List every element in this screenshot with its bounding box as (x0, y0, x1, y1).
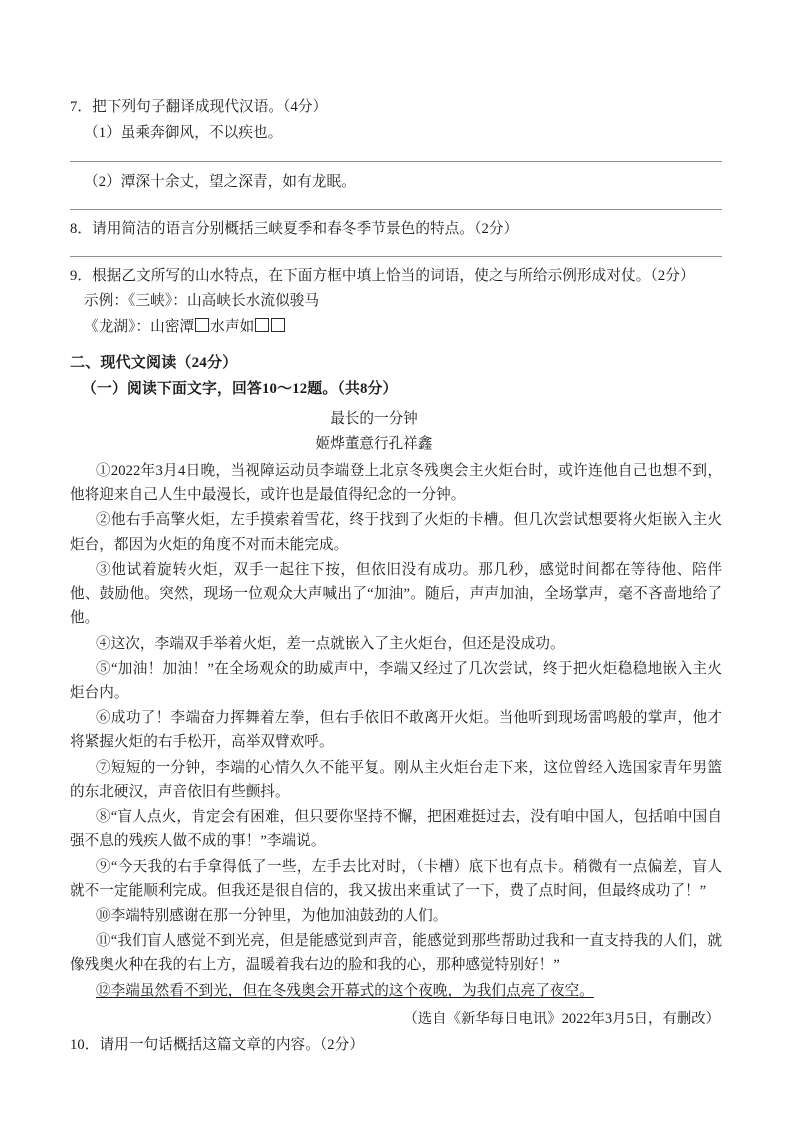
question-9-example: 示例：《三峡》：山高峡长水流似骏马 (84, 293, 320, 310)
underlined-sentence: ⑫李端虽然看不到光，但在冬残奥会开幕式的这个夜晚，为我们点亮了夜空。 (96, 982, 594, 999)
question-8-prompt: 8．请用简洁的语言分别概括三峡夏季和春冬季节景色的特点。（2分） (70, 220, 519, 237)
question-9-answer-row (70, 316, 722, 340)
blank-box-1[interactable] (195, 318, 209, 332)
article-paragraph: ④这次，李端双手举着火炬，差一点就嵌入了主火炬台，但还是没成功。 (96, 635, 565, 652)
article-paragraph: ①2022年3月4日晚，当视障运动员李端登上北京冬残奥会主火炬台时，或许连他自己也想不到，他将迎来自己人生中最漫长，或许也是最值得纪念的一分钟。 (70, 463, 722, 504)
question-9-answer-middle: 水声如 (210, 318, 255, 335)
article-author: 姬烨董意行孔祥鑫 (315, 436, 433, 453)
article-paragraph: ③他试着旋转火炬，双手一起往下按，但依旧没有成功。那几秒，感觉时间都在等待他、陪伴他、鼓励他。突然，现场一位观众大声喊出了“加油”。随后，声声加油，全场掌声，毫不吝啬地给了他。 (70, 561, 722, 627)
article-paragraph: ②他右手高擎火炬，左手摸索着雪花，终于找到了火炬的卡槽。但几次尝试想要将火炬嵌入主火炬台，都因为火炬的角度不对而未能完成。 (70, 512, 722, 553)
blank-box-3[interactable] (271, 318, 285, 332)
answer-line-q8[interactable] (70, 256, 722, 257)
article-paragraph: ⑪“我们盲人感觉不到光亮，但是能感觉到声音，能感觉到那些帮助过我和一直支持我的人们，就像残奥火种在我的右上方，温暖着我右边的脸和我的心，那种感觉特别好！” (70, 933, 722, 974)
question-7-item-1: （1）虽乘奔御风，不以疾也。 (84, 124, 283, 141)
article-paragraph: ⑤“加油！加油！”在全场观众的助威声中，李端又经过了几次尝试，终于把火炬稳稳地嵌入主火炬台内。 (70, 660, 722, 702)
article-paragraph: ⑩李端特别感谢在那一分钟里，为他加油鼓劲的人们。 (96, 907, 448, 924)
answer-line-q7-2[interactable] (70, 209, 722, 210)
section-heading: 二、现代文阅读（24分） (70, 355, 238, 372)
question-10-prompt: 10．请用一句话概括这篇文章的内容。（2分） (70, 1037, 365, 1054)
article-paragraph: ⑥成功了！李端奋力挥舞着左拳，但右手依旧不敢离开火炬。当他听到现场雷鸣般的掌声，他才将紧握火炬的右手松开，高举双臂欢呼。 (70, 710, 722, 751)
article-paragraph: ⑨“今天我的右手拿得低了一些，左手去比对时，（卡槽）底下也有点卡。稍微有一点偏差，盲人就不一定能顺利完成。但我还是很自信的，我又拔出来重试了一下，费了点时间，但最终成功了！” (70, 858, 722, 899)
section-subheading: （一）阅读下面文字，回答10～12题。（共8分） (82, 381, 398, 398)
article-source: （选自《新华每日电讯》2022年3月5日，有删改） (403, 1010, 720, 1027)
article-title: 最长的一分钟 (330, 411, 418, 428)
question-9-prompt: 9．根据乙文所写的山水特点，在下面方框中填上恰当的词语，使之与所给示例形成对仗。（2分） (70, 267, 695, 284)
question-7-prompt: 7．把下列句子翻译成现代汉语。（4分） (70, 99, 328, 115)
answer-line-q7-1[interactable] (70, 161, 722, 162)
question-7-item-2: （2）潭深十余丈，望之深青，如有龙眠。 (84, 174, 356, 191)
page-content (70, 96, 722, 1060)
question-9-answer-prefix: 《龙湖》：山密潭 (84, 318, 195, 335)
article-paragraph-underlined (70, 979, 722, 1003)
blank-box-2[interactable] (255, 318, 269, 332)
article-paragraph: ⑦短短的一分钟，李端的心情久久不能平复。刚从主火炬台走下来，这位曾经入选国家青年男篮的东北硬汉，声音依旧有些颤抖。 (70, 759, 722, 800)
article-paragraph: ⑧“盲人点火，肯定会有困难，但只要你坚持不懈，把困难挺过去，没有咱中国人，包括咱中国自强不息的残疾人做不成的事！”李端说。 (70, 809, 722, 850)
